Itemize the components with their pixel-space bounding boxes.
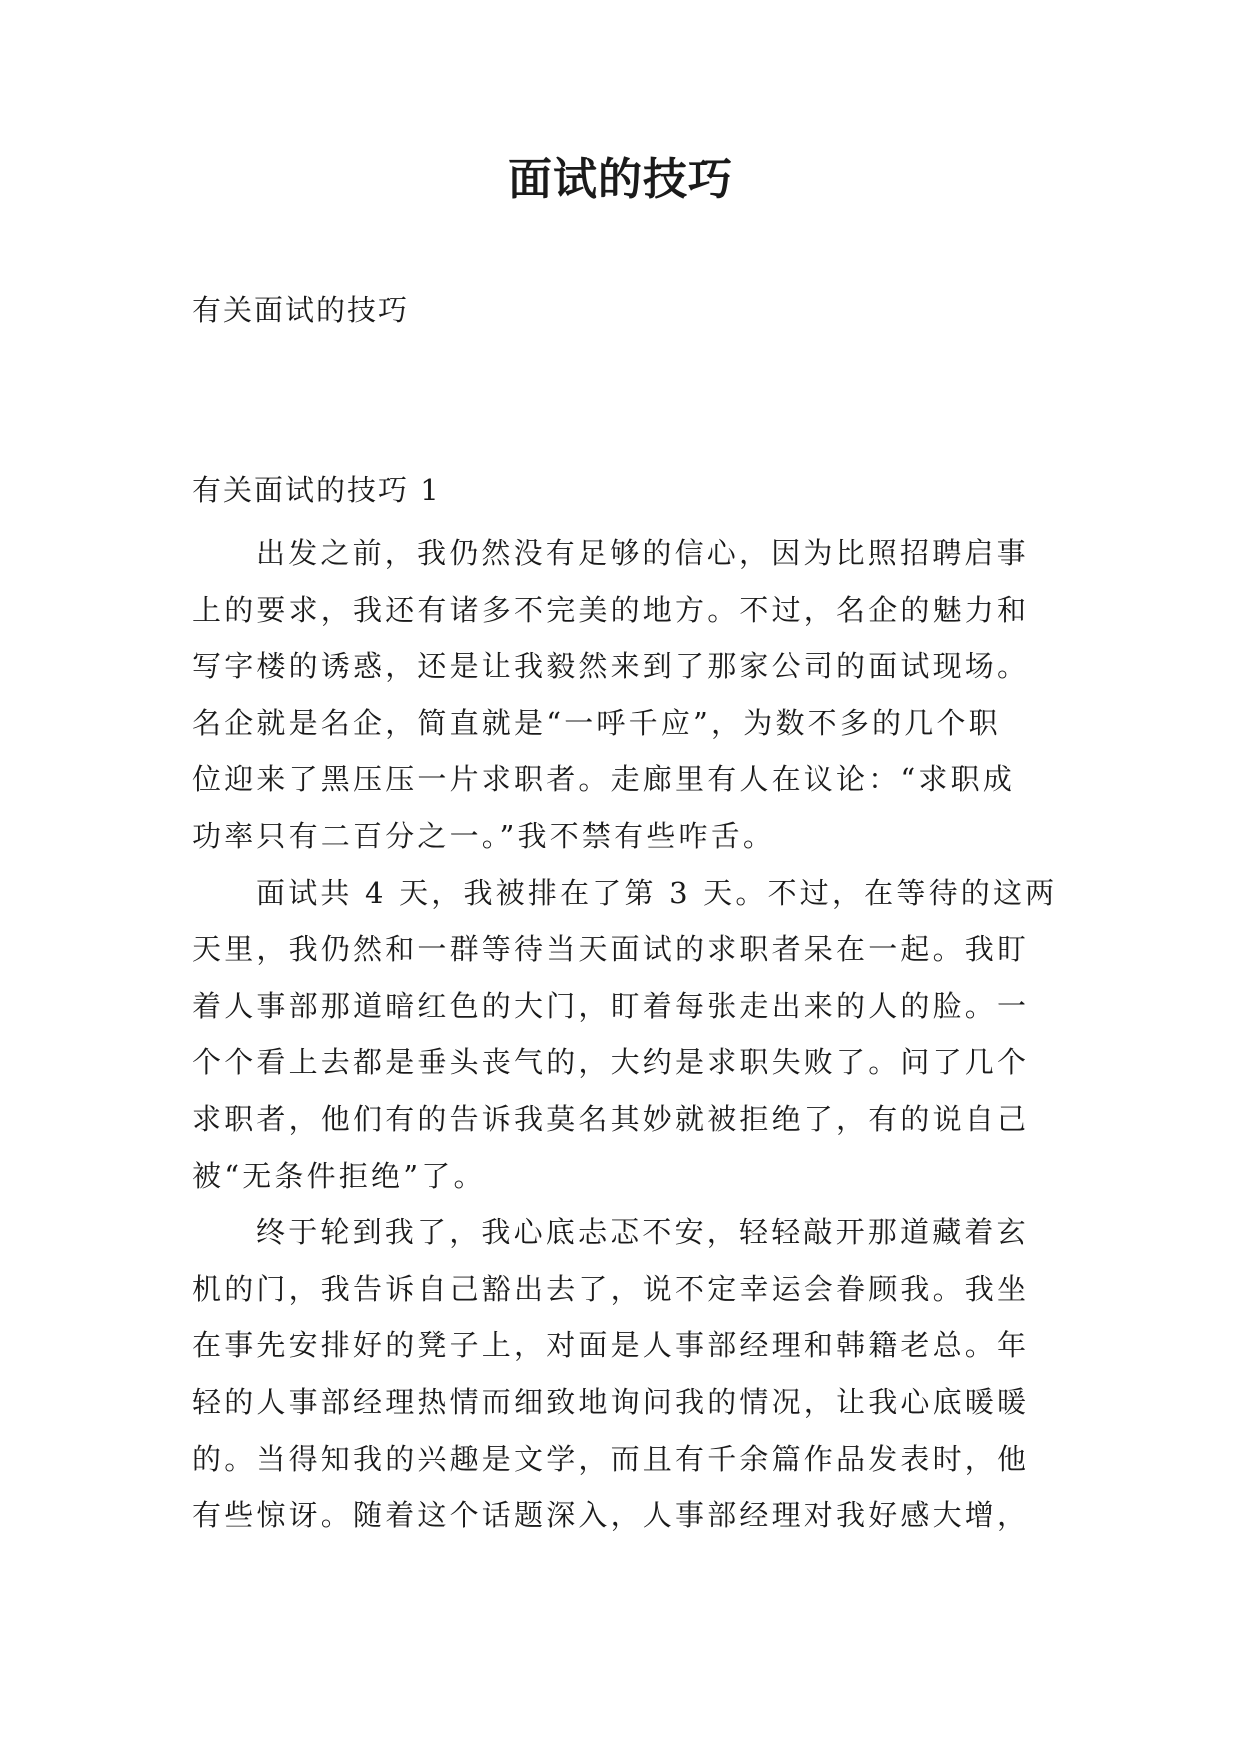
paragraph-line: 天里，我仍然和一群等待当天面试的求职者呆在一起。我盯 [192,932,1030,967]
paragraph-line: 出发之前，我仍然没有足够的信心，因为比照招聘启事 [256,536,1029,570]
section-heading: 有关面试的技巧 1 [192,473,441,507]
document-body [192,525,1072,1544]
paragraph-line: 的。当得知我的兴趣是文学，而且有千余篇作品发表时，他 [192,1441,1030,1476]
paragraph-line: 机的门，我告诉自己豁出去了，说不定幸运会眷顾我。我坐 [192,1271,1030,1306]
document-title: 面试的技巧 [508,154,733,205]
paragraph-line: 终于轮到我了，我心底忐忑不安，轻轻敲开那道藏着玄 [256,1215,1029,1250]
paragraph-line: 在事先安排好的凳子上，对面是人事部经理和韩籍老总。年 [192,1328,1030,1363]
paragraph-line: 轻的人事部经理热情而细致地询问我的情况，让我心底暖暖 [192,1384,1030,1419]
paragraph-line: 写字楼的诱惑，还是让我毅然来到了那家公司的面试现场。 [192,649,1030,684]
paragraph-2 [192,865,1072,1205]
paragraph-line: 位迎来了黑压压一片求职者。走廊里有人在议论：“求职成 [192,762,1016,797]
paragraph-3 [192,1204,1072,1544]
paragraph-line: 求职者，他们有的告诉我莫名其妙就被拒绝了，有的说自己 [192,1101,1030,1136]
paragraph-line: 被“无条件拒绝”了。 [192,1158,486,1193]
paragraph-line: 名企就是名企，简直就是“一呼千应”，为数不多的几个职 [192,705,1001,740]
paragraph-1 [192,525,1072,865]
paragraph-line: 有些惊讶。随着这个话题深入，人事部经理对我好感大增， [192,1498,1030,1533]
document-subtitle: 有关面试的技巧 [192,293,410,327]
paragraph-line: 着人事部那道暗红色的大门，盯着每张走出来的人的脸。一 [192,988,1030,1023]
paragraph-line: 功率只有二百分之一。”我不禁有些咋舌。 [192,818,776,853]
paragraph-line: 上的要求，我还有诸多不完美的地方。不过，名企的魅力和 [192,592,1030,627]
paragraph-line: 个个看上去都是垂头丧气的，大约是求职失败了。问了几个 [192,1045,1030,1080]
paragraph-line: 面试共 4 天，我被排在了第 3 天。不过，在等待的这两 [256,875,1058,910]
